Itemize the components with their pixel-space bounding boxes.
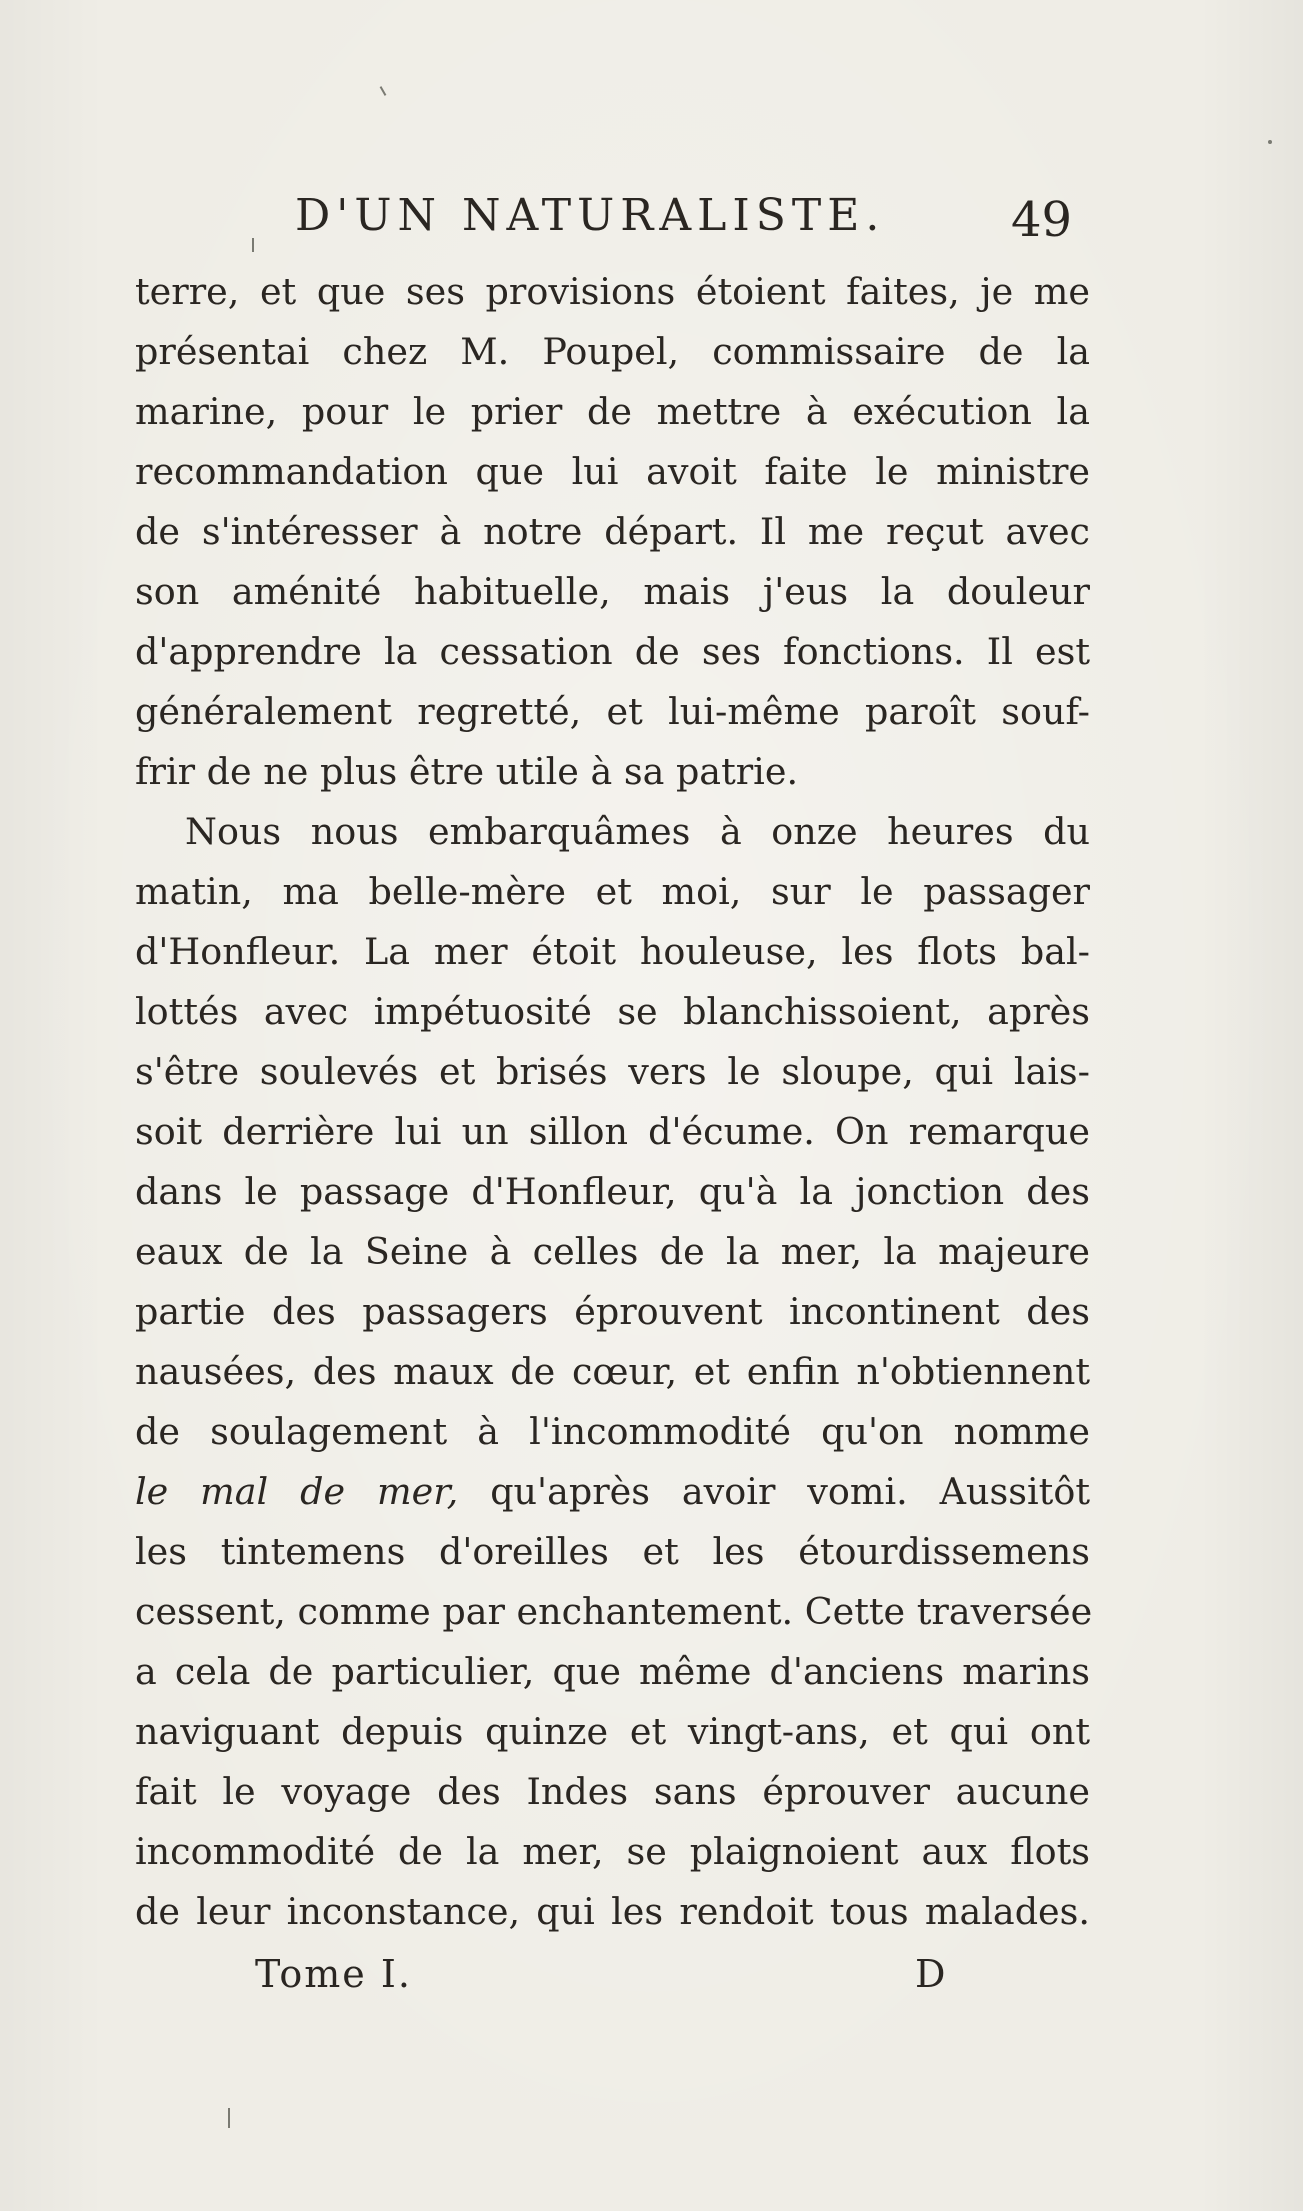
text-line: incommodité de la mer, se plaignoient aux flots <box>135 1830 1090 1873</box>
paper-speck <box>252 238 254 252</box>
page-footer <box>135 1944 1095 2004</box>
text-line: les tintemens d'oreilles et les étourdissemens <box>135 1530 1090 1573</box>
text-line: recommandation que lui avoit faite le ministre <box>135 450 1090 493</box>
text-line: fait le voyage des Indes sans éprouver aucune <box>135 1770 1090 1813</box>
text-line: d'Honfleur. La mer étoit houleuse, les flots bal- <box>135 930 1090 973</box>
paper-speck <box>228 2108 230 2128</box>
text-line: frir de ne plus être utile à sa patrie. <box>135 750 799 793</box>
text-line: de leur inconstance, qui les rendoit tous malades. <box>135 1890 1090 1933</box>
paper-speck <box>1268 140 1272 144</box>
text-line: de s'intéresser à notre départ. Il me reçut avec <box>135 510 1090 553</box>
text-line: présentai chez M. Poupel, commissaire de la <box>135 330 1090 373</box>
text-line: dans le passage d'Honfleur, qu'à la jonction des <box>135 1170 1090 1213</box>
running-head <box>135 186 1095 246</box>
page-number: 49 <box>1011 192 1073 248</box>
text-line: lottés avec impétuosité se blanchissoient, après <box>135 990 1090 1033</box>
text-line: soit derrière lui un sillon d'écume. On remarque <box>135 1110 1090 1153</box>
text-line: naviguant depuis quinze et vingt-ans, et qui ont <box>135 1710 1090 1753</box>
signature-mark: D <box>915 1952 946 1996</box>
running-title: D'UN NATURALISTE. <box>295 190 886 241</box>
text-line: cessent, comme par enchantement. Cette traversée <box>135 1590 1093 1633</box>
italic-phrase: le mal de mer, <box>135 1470 459 1513</box>
text-line: Nous nous embarquâmes à onze heures du <box>185 810 1090 853</box>
text-line-italic <box>135 1462 1090 1522</box>
text-line: partie des passagers éprouvent incontinent des <box>135 1290 1090 1333</box>
text-line: marine, pour le prier de mettre à exécution la <box>135 390 1090 433</box>
text-line: son aménité habituelle, mais j'eus la douleur <box>135 570 1090 613</box>
paper-speck <box>380 86 387 96</box>
italic-line-rest: qu'après avoir vomi. Aussitôt <box>490 1470 1090 1513</box>
text-line: de soulagement à l'incommodité qu'on nomme <box>135 1410 1090 1453</box>
text-block <box>135 262 1093 1942</box>
text-line: matin, ma belle-mère et moi, sur le passager <box>135 870 1090 913</box>
text-line: d'apprendre la cessation de ses fonctions. Il est <box>135 630 1090 673</box>
text-line: eaux de la Seine à celles de la mer, la majeure <box>135 1230 1090 1273</box>
text-line: nausées, des maux de cœur, et enfin n'obtiennent <box>135 1350 1090 1393</box>
text-line: a cela de particulier, que même d'anciens marins <box>135 1650 1090 1693</box>
text-line: s'être soulevés et brisés vers le sloupe, qui lais- <box>135 1050 1090 1093</box>
text-line: généralement regretté, et lui-même paroît souf- <box>135 690 1090 733</box>
volume-signature: Tome I. <box>255 1952 412 1996</box>
text-line: terre, et que ses provisions étoient faites, je me <box>135 270 1090 313</box>
